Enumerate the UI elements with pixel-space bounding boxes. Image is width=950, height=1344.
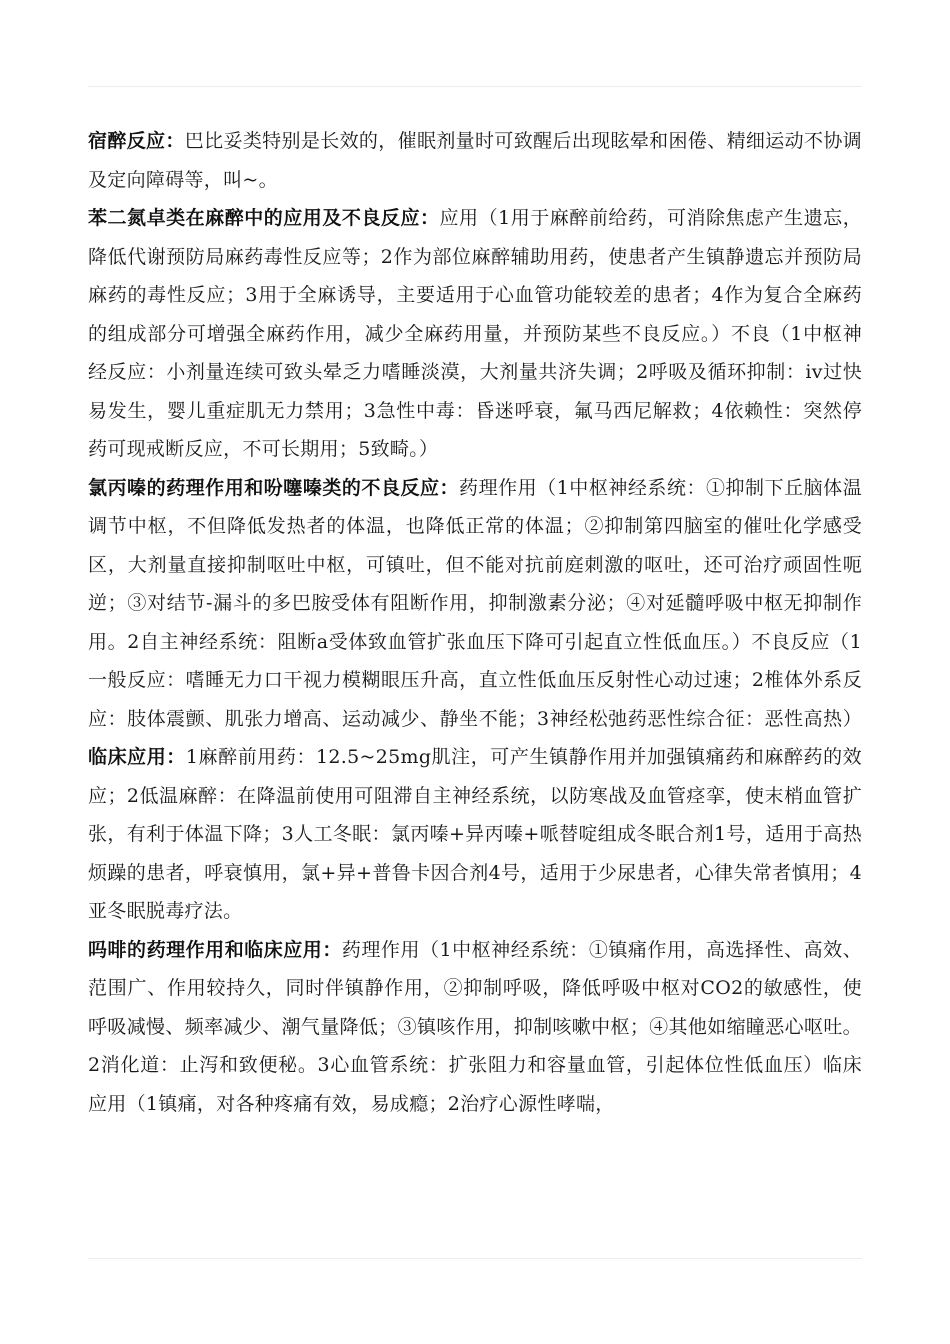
paragraph-text: 药理作用（1中枢神经系统：①抑制下丘脑体温调节中枢，不但降低发热者的体温，也降低正常的体温；②抑制第四脑室的催吐化学感受区，大剂量直接抑制呕吐中枢，可镇吐，但不能对抗前庭刺激的呕吐，还可治疗顽固性呃逆；③对结节-漏斗的多巴胺受体有阻断作用，抑制激素分泌；④对延髓呼吸中枢无抑制作用。2自主神经系统：阻断a受体致血管扩张血压下降可引起直立性低血压。）不良反应（1一般反应：嗜睡无力口干视力模糊眼压升高，直立性低血压反射性心动过速；2椎体外系反应：肢体震颤、肌张力增高、运动减少、静坐不能；3神经松弛药恶性综合征：恶性高热） xyxy=(88,476,863,730)
footer-rule xyxy=(88,1258,862,1259)
inline-heading-clinical-use: 临床应用： xyxy=(88,746,186,768)
paragraph-text: 应用（1用于麻醉前给药，可消除焦虑产生遗忘，降低代谢预防局麻药毒性反应等；2作为部位麻醉辅助用药，使患者产生镇静遗忘并预防局麻药的毒性反应；3用于全麻诱导，主要适用于心血管功能较差的患者；4作为复合全麻药的组成部分可增强全麻药作用，减少全麻药用量，并预防某些不良反应。）不良（1中枢神经反应：小剂量连续可致头晕乏力嗜睡淡漠，大剂量共济失调；2呼吸及循环抑制：iv过快易发生，婴儿重症肌无力禁用；3急性中毒：昏迷呼衰，氟马西尼解救；4依赖性：突然停药可现戒断反应，不可长期用；5致畸。） xyxy=(88,207,862,460)
paragraph-text: 巴比妥类特别是长效的，催眠剂量时可致醒后出现眩晕和困倦、精细运动不协调及定向障碍等，叫~。 xyxy=(88,130,862,191)
paragraph-benzodiazepines xyxy=(88,199,862,469)
document-body xyxy=(88,122,862,1123)
paragraph-heading: 宿醉反应： xyxy=(88,130,185,152)
paragraph-text-continued: 1麻醉前用药：12.5~25mg肌注，可产生镇静作用并加强镇痛药和麻醉药的效应；2低温麻醉：在降温前使用可阻滞自主神经系统，以防寒战及血管痉挛，使末梢血管扩张，有利于体温下降；3人工冬眠：氯丙嗪+异丙嗪+哌替啶组成冬眠合剂1号，适用于高热烦躁的患者，呼衰慎用，氯+异+普鲁卡因合剂4号，适用于少尿患者，心律失常者慎用；4亚冬眠脱毒疗法。 xyxy=(88,746,862,922)
paragraph-chlorpromazine xyxy=(88,469,862,931)
header-rule xyxy=(88,86,862,87)
paragraph-heading: 苯二氮卓类在麻醉中的应用及不良反应： xyxy=(88,207,440,229)
paragraph-heading: 氯丙嗪的药理作用和吩噻嗪类的不良反应： xyxy=(88,476,460,499)
paragraph-text: 药理作用（1中枢神经系统：①镇痛作用，高选择性、高效、范围广、作用较持久，同时伴镇静作用，②抑制呼吸，降低呼吸中枢对CO2的敏感性，使呼吸减慢、频率减少、潮气量降低；③镇咳作用，抑制咳嗽中枢；④其他如缩瞳恶心呕吐。2消化道：止泻和致便秘。3心血管系统：扩张阻力和容量血管，引起体位性低血压）临床应用（1镇痛，对各种疼痛有效，易成瘾；2治疗心源性哮喘， xyxy=(88,938,862,1115)
paragraph-morphine xyxy=(88,931,862,1124)
paragraph-hangover xyxy=(88,122,862,199)
paragraph-heading: 吗啡的药理作用和临床应用： xyxy=(88,938,342,961)
